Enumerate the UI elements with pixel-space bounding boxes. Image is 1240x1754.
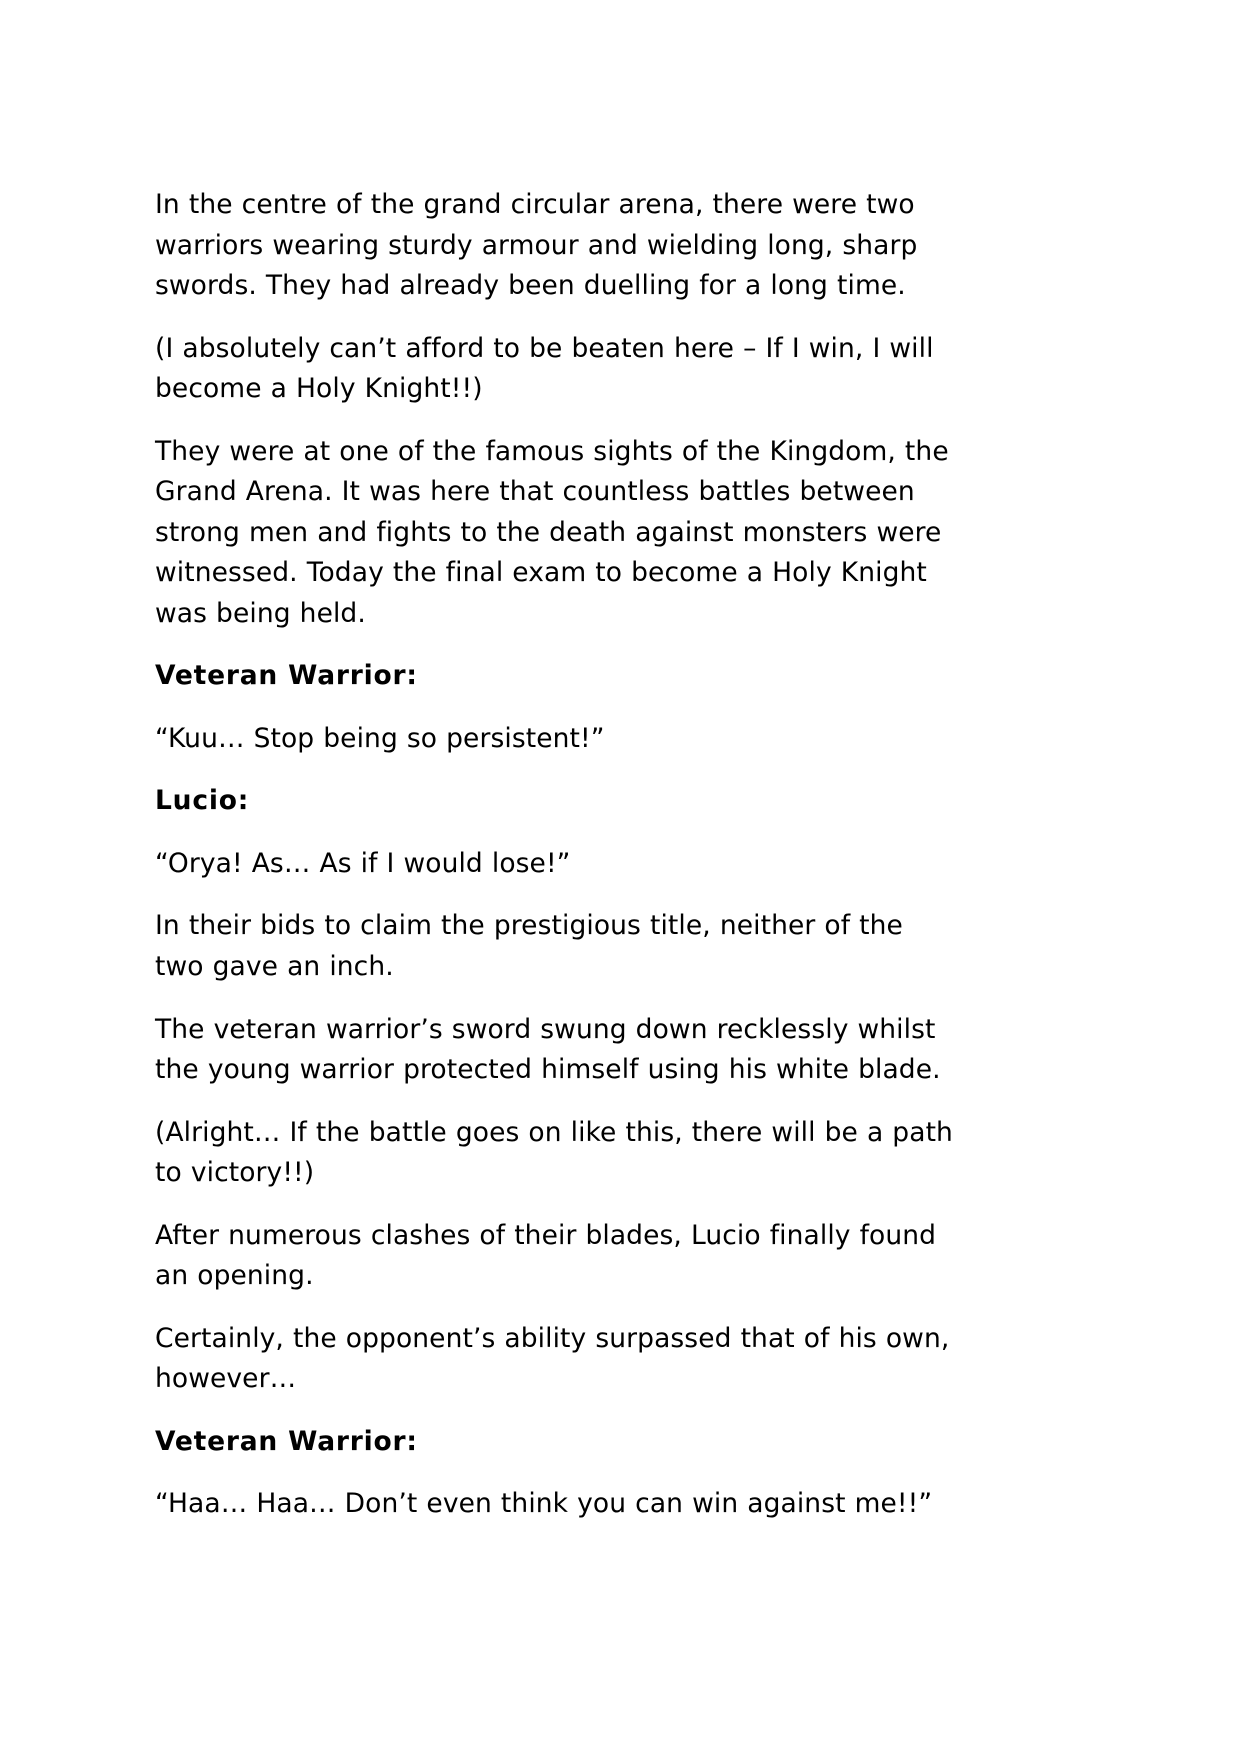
speaker-label-lucio: Lucio:: [155, 785, 250, 817]
paragraph-opening-scene: In the centre of the grand circular arena, there were two warriors wearing sturdy armour and wielding long, sharp swords. They had already been duelling for a long time.: [155, 189, 918, 302]
dialogue-veteran-warrior-1: “Kuu… Stop being so persistent!”: [155, 722, 605, 754]
dialogue-veteran-warrior-2: “Haa… Haa… Don’t even think you can win against me!!”: [155, 1488, 933, 1520]
paragraph-opponent-ability: Certainly, the opponent’s ability surpassed that of his own, however…: [155, 1322, 950, 1395]
speaker-label-veteran-warrior-1: Veteran Warrior:: [155, 660, 418, 692]
paragraph-opening-found: After numerous clashes of their blades, Lucio finally found an opening.: [155, 1219, 937, 1292]
speaker-label-veteran-warrior-2: Veteran Warrior:: [155, 1425, 418, 1457]
paragraph-inner-thought-2: (Alright… If the battle goes on like this, there will be a path to victory!!): [155, 1116, 953, 1189]
paragraph-inner-thought-1: (I absolutely can’t afford to be beaten here – If I win, I will become a Holy Knight!!): [155, 332, 934, 405]
paragraph-prestigious-title: In their bids to claim the prestigious title, neither of the two gave an inch.: [155, 910, 903, 982]
paragraph-grand-arena: They were at one of the famous sights of the Kingdom, the Grand Arena. It was here that countless battles between strong men and fights to the death against monsters were witnessed. Today the final exam to become a Holy Knight was being held.: [155, 435, 949, 629]
paragraph-sword-clash: The veteran warrior’s sword swung down recklessly whilst the young warrior protected himself using his white blade.: [155, 1013, 941, 1086]
dialogue-lucio: “Orya! As… As if I would lose!”: [155, 847, 571, 879]
document-body: [155, 185, 955, 1525]
